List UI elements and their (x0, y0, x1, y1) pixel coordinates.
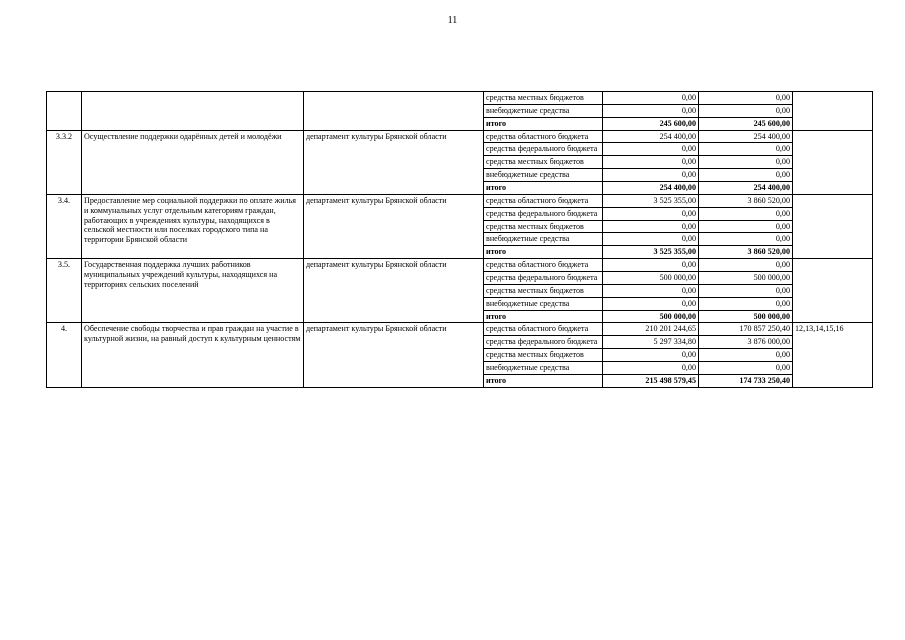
executor: департамент культуры Брянской области (304, 259, 484, 323)
executor: департамент культуры Брянской области (304, 194, 484, 258)
value-year-2: 254 400,00 (699, 182, 793, 195)
value-year-2: 245 600,00 (699, 117, 793, 130)
value-year-1: 0,00 (603, 297, 699, 310)
value-year-1: 0,00 (603, 104, 699, 117)
value-year-2: 170 857 250,40 (699, 323, 793, 336)
row-number (47, 92, 82, 131)
funding-source: средства областного бюджета (484, 259, 603, 272)
funding-source: средства федерального бюджета (484, 143, 603, 156)
value-year-2: 0,00 (699, 169, 793, 182)
value-year-1: 500 000,00 (603, 272, 699, 285)
funding-source: внебюджетные средства (484, 104, 603, 117)
value-year-2: 3 876 000,00 (699, 336, 793, 349)
value-year-1: 254 400,00 (603, 130, 699, 143)
value-year-2: 0,00 (699, 104, 793, 117)
value-year-1: 0,00 (603, 259, 699, 272)
indicator-numbers (793, 259, 873, 323)
table-row (47, 130, 873, 143)
funding-source: средства местных бюджетов (484, 156, 603, 169)
funding-source: итого (484, 246, 603, 259)
value-year-1: 0,00 (603, 284, 699, 297)
value-year-2: 3 860 520,00 (699, 246, 793, 259)
value-year-2: 3 860 520,00 (699, 194, 793, 207)
table-row (47, 259, 873, 272)
row-number: 4. (47, 323, 82, 387)
measure-name: Государственная поддержка лучших работников муниципальных учреждений культуры, находящихся на территориях сельских поселений (82, 259, 304, 323)
executor: департамент культуры Брянской области (304, 130, 484, 194)
value-year-1: 254 400,00 (603, 182, 699, 195)
row-number: 3.4. (47, 194, 82, 258)
table-row (47, 194, 873, 207)
value-year-2: 0,00 (699, 349, 793, 362)
value-year-1: 0,00 (603, 156, 699, 169)
value-year-1: 0,00 (603, 207, 699, 220)
funding-source: итого (484, 310, 603, 323)
value-year-1: 0,00 (603, 362, 699, 375)
value-year-1: 0,00 (603, 349, 699, 362)
indicator-numbers (793, 194, 873, 258)
value-year-2: 0,00 (699, 284, 793, 297)
indicator-numbers (793, 92, 873, 131)
value-year-1: 245 600,00 (603, 117, 699, 130)
value-year-1: 3 525 355,00 (603, 246, 699, 259)
funding-source: внебюджетные средства (484, 297, 603, 310)
value-year-2: 0,00 (699, 220, 793, 233)
measure-name (82, 92, 304, 131)
value-year-2: 0,00 (699, 207, 793, 220)
value-year-1: 215 498 579,45 (603, 374, 699, 387)
row-number: 3.3.2 (47, 130, 82, 194)
indicator-numbers: 12,13,14,15,16 (793, 323, 873, 387)
value-year-1: 210 201 244,65 (603, 323, 699, 336)
table-row (47, 323, 873, 336)
funding-source: средства федерального бюджета (484, 207, 603, 220)
page-number: 11 (447, 15, 458, 26)
value-year-2: 500 000,00 (699, 310, 793, 323)
value-year-2: 0,00 (699, 233, 793, 246)
value-year-1: 0,00 (603, 233, 699, 246)
value-year-1: 3 525 355,00 (603, 194, 699, 207)
funding-source: средства местных бюджетов (484, 220, 603, 233)
executor: департамент культуры Брянской области (304, 323, 484, 387)
value-year-2: 0,00 (699, 259, 793, 272)
row-number: 3.5. (47, 259, 82, 323)
value-year-2: 0,00 (699, 92, 793, 105)
measure-name: Предоставление мер социальной поддержки по оплате жилья и коммунальных услуг отдельным категориям граждан, работающих в учреждениях культуры, находящихся в сельской местности или поселках городского типа на территории Брянской области (82, 194, 304, 258)
funding-source: средства областного бюджета (484, 323, 603, 336)
funding-source: внебюджетные средства (484, 233, 603, 246)
value-year-2: 0,00 (699, 143, 793, 156)
value-year-2: 0,00 (699, 362, 793, 375)
value-year-1: 0,00 (603, 143, 699, 156)
funding-source: средства местных бюджетов (484, 92, 603, 105)
table-row (47, 92, 873, 105)
value-year-1: 0,00 (603, 169, 699, 182)
executor (304, 92, 484, 131)
value-year-2: 174 733 250,40 (699, 374, 793, 387)
funding-source: итого (484, 374, 603, 387)
funding-source: внебюджетные средства (484, 169, 603, 182)
value-year-2: 0,00 (699, 156, 793, 169)
funding-source: средства федерального бюджета (484, 272, 603, 285)
funding-source: средства местных бюджетов (484, 349, 603, 362)
funding-source: внебюджетные средства (484, 362, 603, 375)
value-year-1: 500 000,00 (603, 310, 699, 323)
funding-source: средства федерального бюджета (484, 336, 603, 349)
value-year-1: 0,00 (603, 220, 699, 233)
measure-name: Обеспечение свободы творчества и прав граждан на участие в культурной жизни, на равный доступ к культурным ценностям (82, 323, 304, 387)
funding-source: средства областного бюджета (484, 130, 603, 143)
funding-source: средства областного бюджета (484, 194, 603, 207)
funding-source: итого (484, 182, 603, 195)
measure-name: Осуществление поддержки одарённых детей и молодёжи (82, 130, 304, 194)
funding-source: средства местных бюджетов (484, 284, 603, 297)
value-year-2: 254 400,00 (699, 130, 793, 143)
value-year-2: 0,00 (699, 297, 793, 310)
value-year-1: 5 297 334,80 (603, 336, 699, 349)
value-year-2: 500 000,00 (699, 272, 793, 285)
budget-table (46, 91, 873, 388)
value-year-1: 0,00 (603, 92, 699, 105)
table-body (47, 92, 873, 388)
funding-source: итого (484, 117, 603, 130)
indicator-numbers (793, 130, 873, 194)
